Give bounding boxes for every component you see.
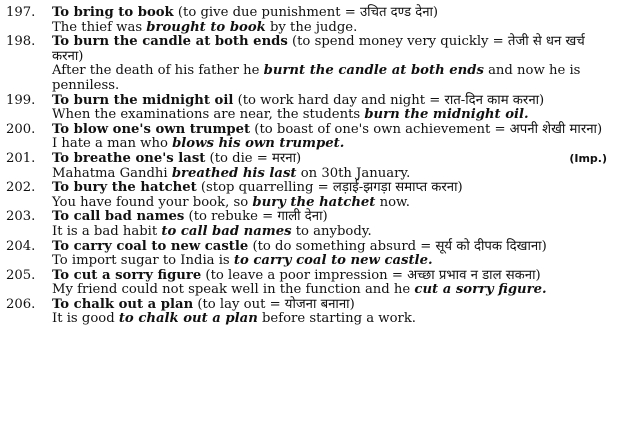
example-highlight: to carry coal to new castle.	[233, 253, 433, 269]
idiom-entry	[6, 210, 619, 239]
example-sentence	[52, 312, 619, 327]
example-text: to anybody.	[291, 223, 372, 239]
example-text: and now he is penniless.	[52, 63, 581, 93]
example-text: It is a bad habit	[52, 223, 162, 239]
example-highlight: brought to book	[146, 19, 266, 35]
example-highlight: burn the midnight oil.	[364, 107, 529, 123]
idiom-entry	[6, 269, 619, 298]
idiom-phrase: To chalk out a plan	[52, 296, 194, 312]
example-text: Mahatma Gandhi	[52, 165, 172, 181]
entry-definition	[52, 240, 619, 255]
idiom-meaning: (to lay out = योजना बनाना)	[193, 296, 355, 312]
example-sentence	[52, 225, 619, 240]
example-highlight: to call bad names	[161, 223, 292, 239]
entry-number: 197.	[6, 5, 36, 20]
entry-number: 200.	[6, 121, 36, 137]
example-text: After the death of his father he	[52, 63, 264, 79]
idiom-entry	[6, 181, 619, 210]
example-sentence	[52, 21, 619, 36]
entry-body	[52, 269, 619, 298]
entry-definition	[52, 35, 619, 64]
example-highlight: bury the hatchet	[252, 194, 376, 210]
idiom-meaning: (to boast of one's own achievement = अपनी शेखी मारना)	[250, 121, 603, 137]
entry-definition	[52, 181, 619, 196]
example-sentence	[52, 108, 619, 123]
entry-definition	[52, 210, 619, 225]
example-text: To import sugar to India is	[52, 253, 234, 269]
example-highlight: cut a sorry figure.	[414, 282, 547, 298]
example-text: The thief was	[52, 19, 147, 35]
idiom-phrase: To breathe one's last	[52, 150, 206, 166]
idiom-entry	[6, 298, 619, 327]
entry-body	[52, 298, 619, 327]
example-highlight: burnt the candle at both ends	[263, 63, 484, 79]
idiom-meaning: (to die = मरना)	[205, 150, 302, 166]
entry-body	[52, 123, 619, 152]
entry-body	[52, 35, 619, 93]
example-highlight: breathed his last	[171, 165, 297, 181]
idiom-meaning: (to leave a poor impression = अच्छा प्रभाव न डाल सकना)	[201, 267, 541, 283]
idiom-phrase: To bury the hatchet	[52, 180, 197, 196]
example-text: by the judge.	[265, 19, 358, 35]
idiom-meaning: (to spend money very quickly = तेजी से धन खर्च करना)	[52, 34, 585, 64]
entry-number: 204.	[6, 238, 36, 254]
example-text: before starting a work.	[257, 311, 417, 327]
idiom-phrase: To burn the midnight oil	[52, 92, 234, 108]
example-sentence	[52, 254, 619, 269]
entry-definition	[52, 6, 619, 21]
idiom-entry	[6, 6, 619, 35]
example-sentence	[52, 64, 619, 93]
idiom-phrase: To cut a sorry figure	[52, 267, 202, 283]
entry-definition	[52, 152, 619, 167]
idiom-meaning: (stop quarrelling = लड़ाई-झगड़ा समाप्त करना)	[196, 180, 463, 196]
example-sentence	[52, 283, 619, 298]
entry-body	[52, 94, 619, 123]
entry-number: 199.	[6, 92, 36, 108]
example-text: It is good	[52, 311, 119, 327]
example-text: now.	[375, 194, 410, 210]
idiom-phrase: To carry coal to new castle	[52, 238, 249, 254]
entry-definition	[52, 298, 619, 313]
idiom-entry	[6, 35, 619, 93]
idiom-meaning: (to do something absurd = सूर्य को दीपक दिखाना)	[248, 238, 547, 254]
example-text: I hate a man who	[52, 136, 173, 152]
entry-body	[52, 152, 619, 181]
idiom-phrase: To bring to book	[52, 5, 174, 20]
entry-definition	[52, 123, 619, 138]
idiom-entry	[6, 123, 619, 152]
idiom-entry	[6, 152, 619, 181]
importance-tag: (Imp.)	[569, 151, 607, 165]
entry-number: 198.	[6, 34, 36, 50]
entry-number: 203.	[6, 209, 36, 225]
entry-number: 206.	[6, 296, 36, 312]
example-text: on 30th January.	[296, 165, 411, 181]
entry-number: 201.	[6, 150, 36, 166]
idiom-entry	[6, 240, 619, 269]
entry-number: 202.	[6, 180, 36, 196]
idiom-meaning: (to work hard day and night = रात-दिन काम करना)	[233, 92, 545, 108]
entry-body	[52, 240, 619, 269]
entry-definition	[52, 269, 619, 284]
example-text: When the examinations are near, the students	[52, 107, 365, 123]
idiom-meaning: (to rebuke = गाली देना)	[184, 209, 328, 225]
idiom-phrase: To burn the candle at both ends	[52, 34, 288, 50]
entry-definition	[52, 94, 619, 109]
example-highlight: blows his own trumpet.	[172, 136, 345, 152]
idiom-entry	[6, 94, 619, 123]
entry-number: 205.	[6, 267, 36, 283]
idiom-phrase: To blow one's own trumpet	[52, 121, 251, 137]
example-text: You have found your book, so	[52, 194, 253, 210]
example-highlight: to chalk out a plan	[118, 311, 258, 327]
example-text: My friend could not speak well in the function and he	[52, 282, 415, 298]
example-sentence	[52, 167, 619, 182]
entry-body	[52, 181, 619, 210]
entry-body	[52, 210, 619, 239]
idiom-meaning: (to give due punishment = उचित दण्ड देना)	[173, 5, 439, 20]
idiom-phrase: To call bad names	[52, 209, 185, 225]
entry-body	[52, 6, 619, 35]
example-sentence	[52, 137, 619, 152]
